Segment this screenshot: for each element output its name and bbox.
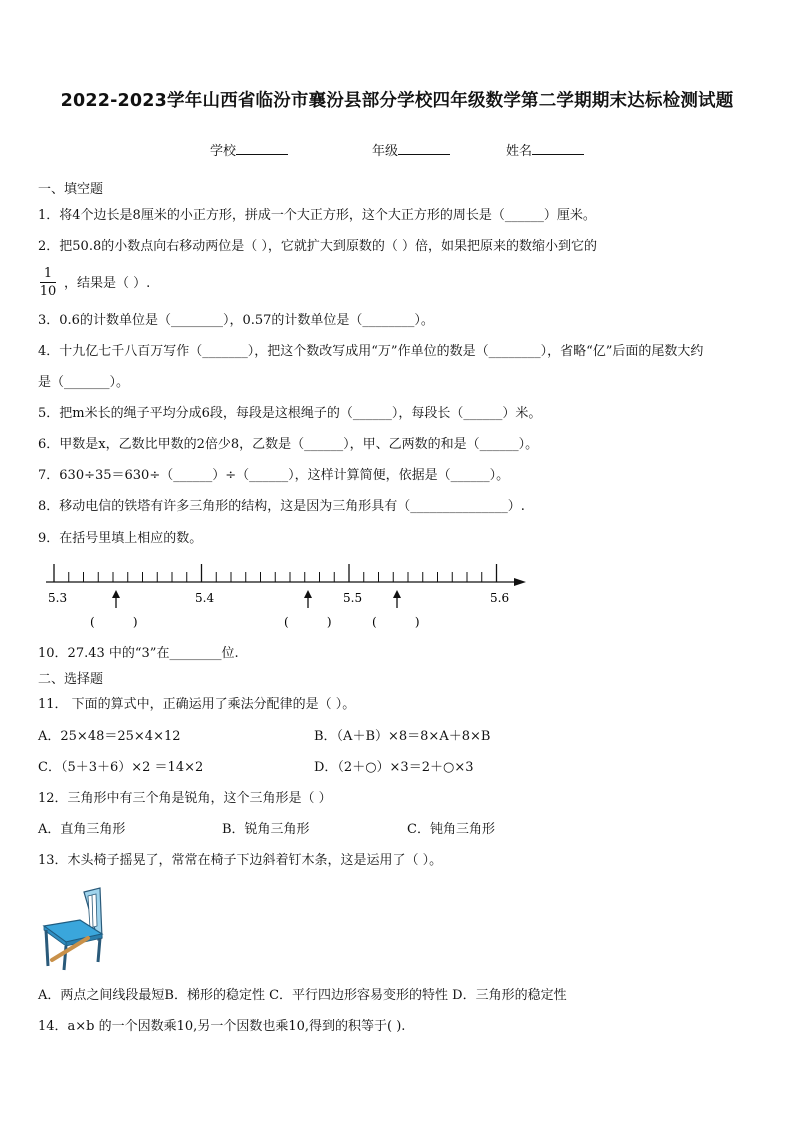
- number-line-arrowhead: [514, 578, 526, 586]
- question-13-options: A．两点之间线段最短B．梯形的稳定性 C．平行四边形容易变形的特性 D．三角形的稳定性: [38, 988, 567, 1003]
- question-2-line-2: ，结果是（ ）.: [64, 276, 151, 291]
- name-label: 姓名: [506, 144, 533, 159]
- q12-option-b: B．锐角三角形: [222, 822, 310, 837]
- fraction-bar: [40, 282, 56, 283]
- q12-option-c: C．钝角三角形: [407, 822, 495, 837]
- question-9: 9．在括号里填上相应的数。: [38, 531, 203, 546]
- question-12: 12．三角形中有三个角是锐角，这个三角形是（ ）: [38, 791, 332, 806]
- grade-label: 年级: [372, 144, 399, 159]
- q11-option-c: C．（5＋3＋6）×2 ＝14×2: [38, 760, 204, 775]
- answer-blank-1: ( ): [90, 615, 138, 629]
- question-4-line-2: 是（_______）。: [38, 375, 130, 390]
- section-heading-choice: 二、选择题: [38, 672, 104, 687]
- question-11: 11． 下面的算式中，正确运用了乘法分配律的是（ ）。: [38, 697, 356, 712]
- question-8: 8．移动电信的铁塔有许多三角形的结构，这是因为三角形具有（_______________）.: [38, 499, 525, 514]
- label-5-3: 5.3: [48, 591, 68, 605]
- grade-field: [372, 140, 450, 159]
- q11-option-a: A．25×48＝25×4×12: [38, 729, 181, 744]
- arrow-1: [112, 590, 120, 608]
- question-14: 14．a×b 的一个因数乘10,另一个因数也乘10,得到的积等于( ).: [38, 1019, 406, 1034]
- number-line-figure: [40, 558, 540, 636]
- question-3: 3．0.6的计数单位是（________），0.57的计数单位是（________）。: [38, 313, 434, 328]
- answer-blank-3: ( ): [372, 615, 420, 629]
- fraction-numerator: 1: [43, 266, 53, 281]
- question-2-line-1: 2．把50.8的小数点向右移动两位是（ ），它就扩大到原数的（ ）倍，如果把原来的数缩小到它的: [38, 239, 597, 254]
- arrow-2: [304, 590, 312, 608]
- question-10: 10．27.43 中的“3”在________位.: [38, 646, 239, 661]
- q11-option-d: D．（2＋○）×3＝2＋○×3: [314, 760, 474, 775]
- page-title: 2022-2023学年山西省临汾市襄汾县部分学校四年级数学第二学期期末达标检测试题: [60, 91, 734, 111]
- section-heading-fill-blank: 一、填空题: [38, 182, 104, 197]
- school-blank: [236, 142, 288, 155]
- question-5: 5．把m米长的绳子平均分成6段，每段是这根绳子的（______），每段长（______）米。: [38, 406, 542, 421]
- grade-blank: [398, 142, 450, 155]
- school-field: [210, 140, 288, 159]
- number-line-ticks: [54, 564, 497, 582]
- question-13: 13．木头椅子摇晃了，常常在椅子下边斜着钉木条，这是运用了（ ）。: [38, 853, 443, 868]
- chair-image: [40, 886, 110, 972]
- question-6: 6．甲数是x，乙数比甲数的2倍少8，乙数是（______），甲、乙两数的和是（______）。: [38, 437, 539, 452]
- label-5-5: 5.5: [343, 591, 363, 605]
- q12-option-a: A．直角三角形: [38, 822, 126, 837]
- name-blank: [532, 142, 584, 155]
- arrow-3: [393, 590, 401, 608]
- fraction-one-tenth: [38, 266, 58, 299]
- label-5-4: 5.4: [195, 591, 215, 605]
- school-label: 学校: [210, 144, 237, 159]
- label-5-6: 5.6: [490, 591, 510, 605]
- name-field: [506, 140, 584, 159]
- number-line: [46, 564, 526, 586]
- question-4-line-1: 4．十九亿七千八百万写作（_______），把这个数改写成用“万”作单位的数是（________），省略“亿”后面的尾数大约: [38, 344, 704, 359]
- fraction-denominator: 10: [39, 284, 57, 299]
- question-1: 1．将4个边长是8厘米的小正方形，拼成一个大正方形，这个大正方形的周长是（______）厘米。: [38, 208, 596, 223]
- answer-blank-2: ( ): [284, 615, 332, 629]
- q11-option-b: B．（A＋B）×8＝8×A＋8×B: [314, 729, 491, 744]
- question-7: 7．630÷35＝630÷（______）÷（______），这样计算简便，依据是（______）。: [38, 468, 510, 483]
